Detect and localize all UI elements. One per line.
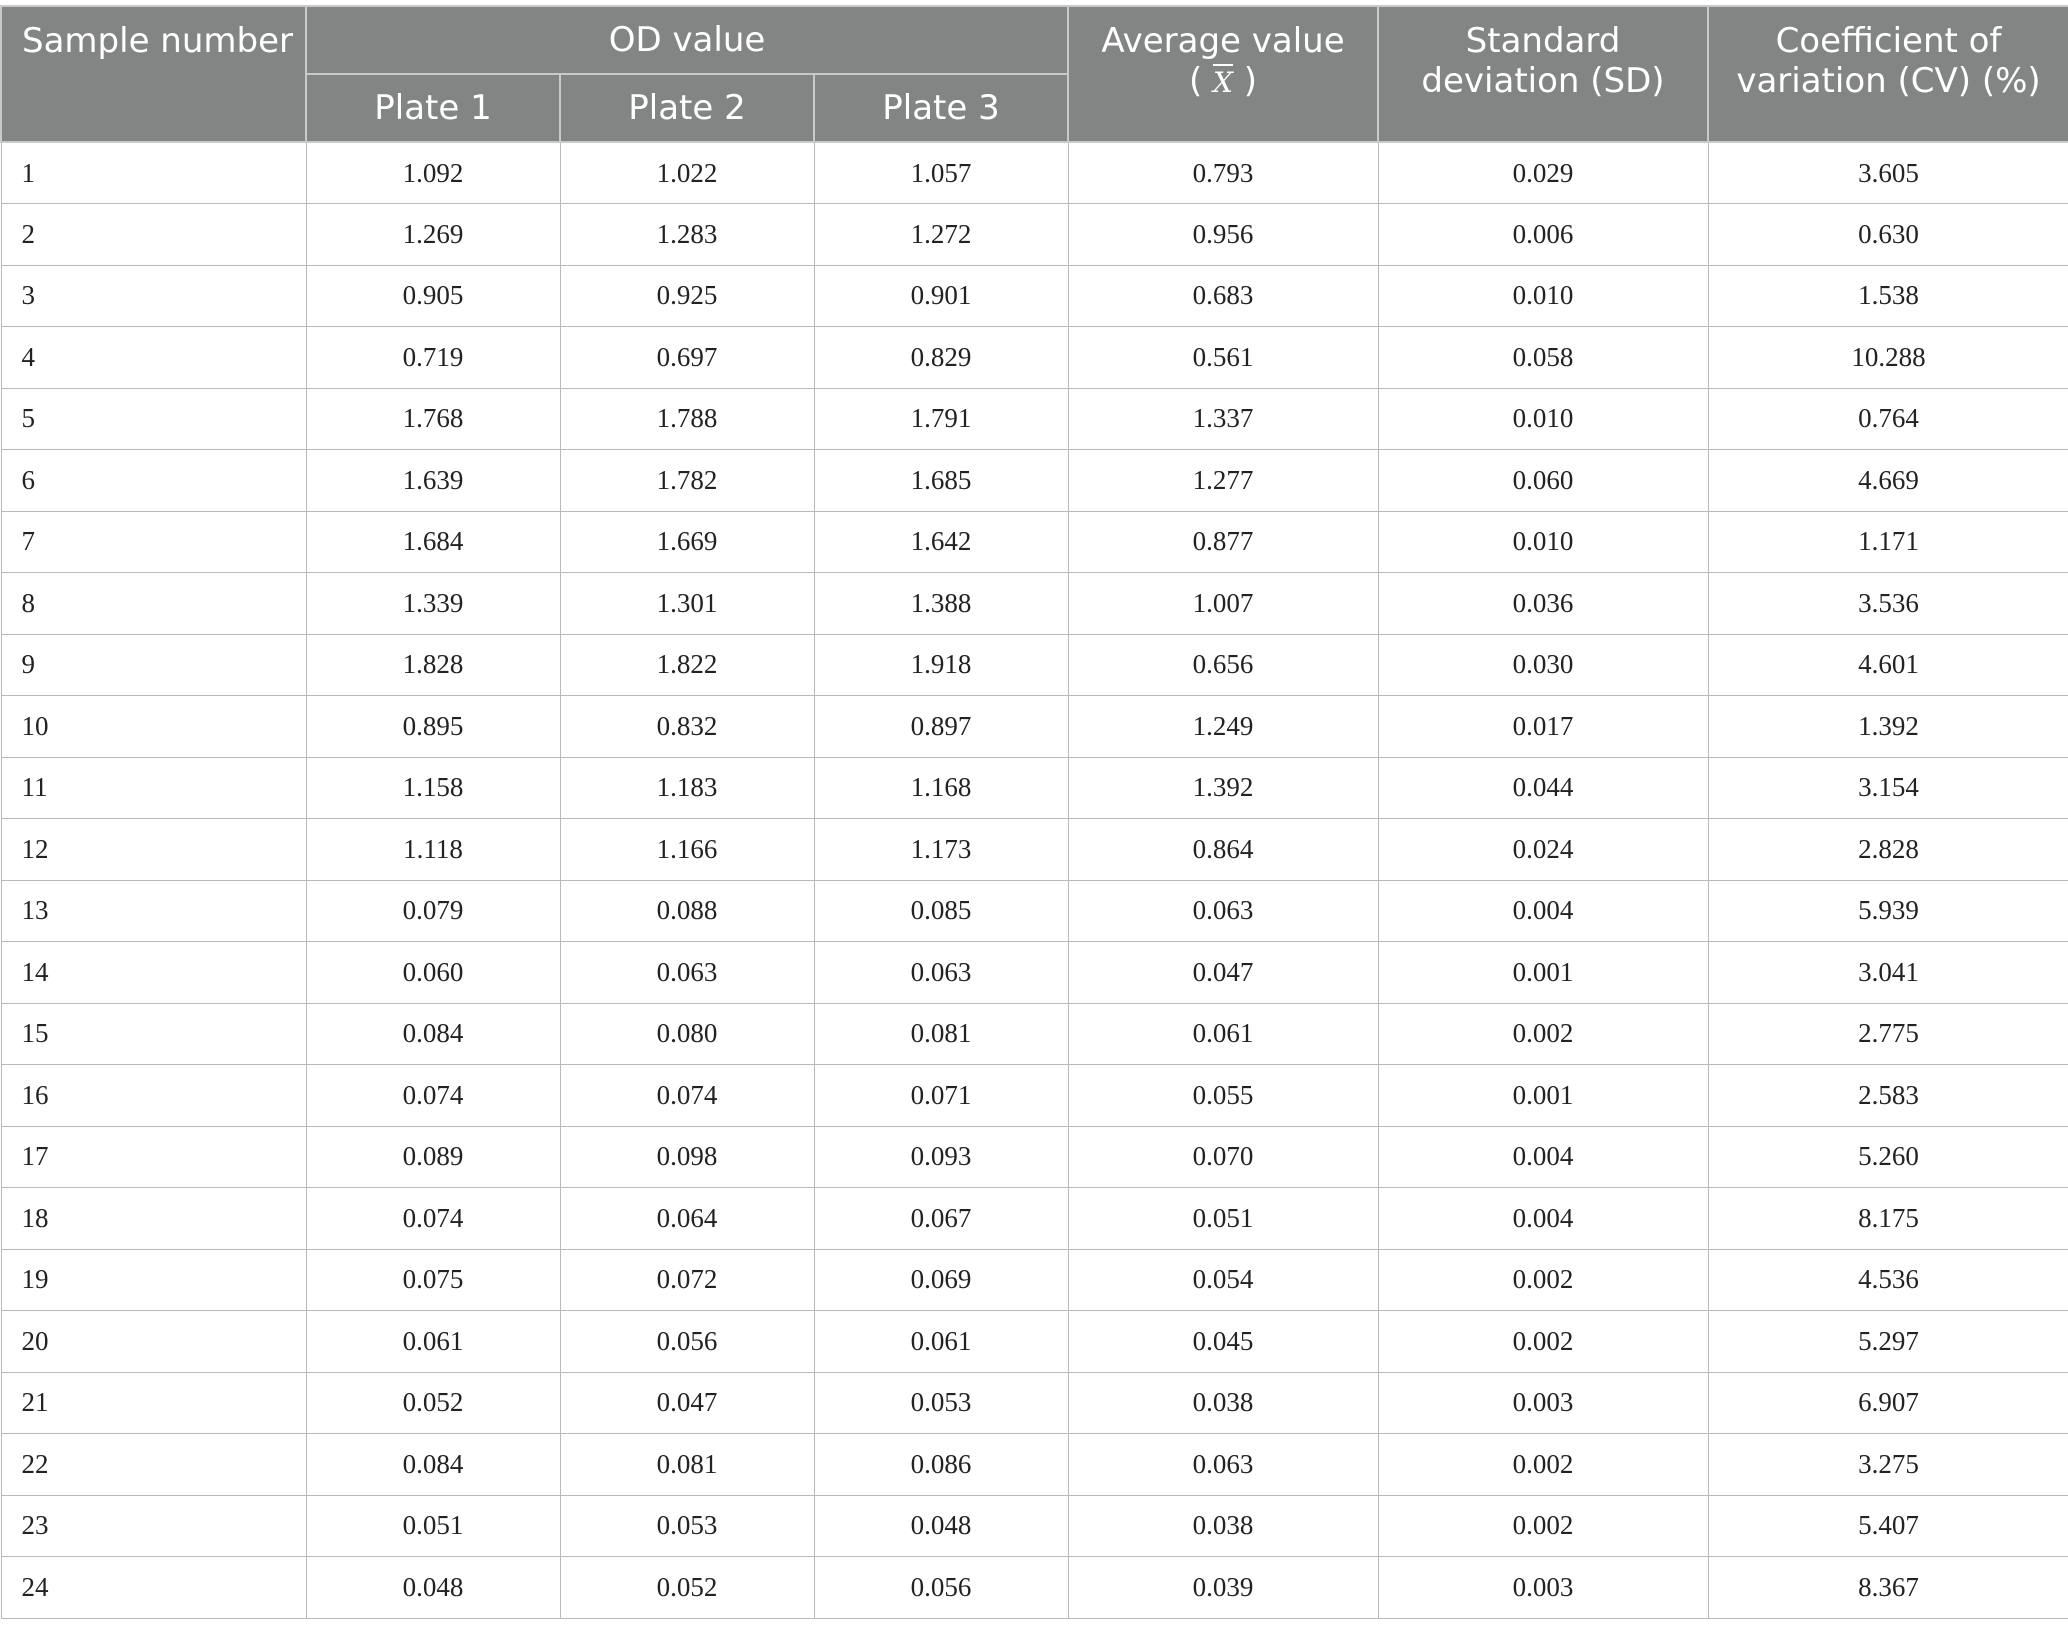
cell-plate-2: 0.072 xyxy=(560,1249,814,1311)
cell-plate-1: 1.339 xyxy=(306,573,560,635)
cell-standard-deviation: 0.003 xyxy=(1378,1372,1708,1434)
cell-plate-2: 1.183 xyxy=(560,757,814,819)
cell-plate-3: 0.086 xyxy=(814,1434,1068,1496)
cell-standard-deviation: 0.044 xyxy=(1378,757,1708,819)
cell-plate-2: 1.782 xyxy=(560,450,814,512)
cell-sample-number: 2 xyxy=(1,204,306,266)
cell-average-value: 0.055 xyxy=(1068,1065,1378,1127)
cell-average-value: 0.054 xyxy=(1068,1249,1378,1311)
cell-average-value: 0.956 xyxy=(1068,204,1378,266)
cell-sample-number: 17 xyxy=(1,1126,306,1188)
cell-coefficient-of-variation: 3.536 xyxy=(1708,573,2068,635)
cell-plate-3: 0.063 xyxy=(814,942,1068,1004)
header-plate-3: Plate 3 xyxy=(814,74,1068,142)
cell-sample-number: 12 xyxy=(1,819,306,881)
cell-coefficient-of-variation: 8.175 xyxy=(1708,1188,2068,1250)
cell-coefficient-of-variation: 5.297 xyxy=(1708,1311,2068,1373)
cell-standard-deviation: 0.003 xyxy=(1378,1557,1708,1619)
cell-plate-2: 1.166 xyxy=(560,819,814,881)
cell-sample-number: 24 xyxy=(1,1557,306,1619)
cell-coefficient-of-variation: 2.583 xyxy=(1708,1065,2068,1127)
cell-average-value: 0.063 xyxy=(1068,880,1378,942)
cell-average-value: 0.656 xyxy=(1068,634,1378,696)
cell-coefficient-of-variation: 5.939 xyxy=(1708,880,2068,942)
cell-average-value: 0.683 xyxy=(1068,265,1378,327)
table-row xyxy=(1,511,2068,573)
table-row xyxy=(1,1311,2068,1373)
cell-plate-1: 0.052 xyxy=(306,1372,560,1434)
cell-sample-number: 10 xyxy=(1,696,306,758)
cell-plate-1: 1.768 xyxy=(306,388,560,450)
cell-plate-2: 0.064 xyxy=(560,1188,814,1250)
cell-standard-deviation: 0.004 xyxy=(1378,1188,1708,1250)
data-table-container xyxy=(0,5,2068,1619)
header-plate-1: Plate 1 xyxy=(306,74,560,142)
cell-plate-2: 1.788 xyxy=(560,388,814,450)
cell-average-value: 0.038 xyxy=(1068,1495,1378,1557)
cell-average-value: 0.045 xyxy=(1068,1311,1378,1373)
cell-plate-2: 0.063 xyxy=(560,942,814,1004)
table-row xyxy=(1,1372,2068,1434)
table-row xyxy=(1,327,2068,389)
cell-plate-1: 1.639 xyxy=(306,450,560,512)
cell-sample-number: 19 xyxy=(1,1249,306,1311)
table-row xyxy=(1,1249,2068,1311)
cell-standard-deviation: 0.001 xyxy=(1378,1065,1708,1127)
table-row xyxy=(1,1557,2068,1619)
cell-plate-3: 1.642 xyxy=(814,511,1068,573)
cell-coefficient-of-variation: 0.764 xyxy=(1708,388,2068,450)
cell-coefficient-of-variation: 5.260 xyxy=(1708,1126,2068,1188)
cell-average-value: 0.561 xyxy=(1068,327,1378,389)
cell-plate-3: 1.173 xyxy=(814,819,1068,881)
cell-coefficient-of-variation: 3.605 xyxy=(1708,142,2068,204)
cell-coefficient-of-variation: 4.601 xyxy=(1708,634,2068,696)
cell-coefficient-of-variation: 3.041 xyxy=(1708,942,2068,1004)
cell-standard-deviation: 0.006 xyxy=(1378,204,1708,266)
table-row xyxy=(1,880,2068,942)
cell-plate-1: 0.089 xyxy=(306,1126,560,1188)
cell-sample-number: 13 xyxy=(1,880,306,942)
cell-standard-deviation: 0.002 xyxy=(1378,1311,1708,1373)
cell-coefficient-of-variation: 4.536 xyxy=(1708,1249,2068,1311)
cell-plate-3: 0.048 xyxy=(814,1495,1068,1557)
cell-plate-3: 1.918 xyxy=(814,634,1068,696)
cell-coefficient-of-variation: 3.275 xyxy=(1708,1434,2068,1496)
cell-coefficient-of-variation: 1.392 xyxy=(1708,696,2068,758)
header-standard-deviation: Standard deviation (SD) xyxy=(1378,6,1708,142)
cell-average-value: 0.793 xyxy=(1068,142,1378,204)
cell-plate-1: 0.905 xyxy=(306,265,560,327)
cell-sample-number: 11 xyxy=(1,757,306,819)
cell-standard-deviation: 0.010 xyxy=(1378,265,1708,327)
cell-coefficient-of-variation: 6.907 xyxy=(1708,1372,2068,1434)
cell-standard-deviation: 0.029 xyxy=(1378,142,1708,204)
table-row xyxy=(1,1003,2068,1065)
cell-plate-3: 0.093 xyxy=(814,1126,1068,1188)
header-average-close-paren: ) xyxy=(1243,61,1258,101)
cell-average-value: 0.070 xyxy=(1068,1126,1378,1188)
cell-plate-2: 0.088 xyxy=(560,880,814,942)
cell-average-value: 1.277 xyxy=(1068,450,1378,512)
cell-standard-deviation: 0.002 xyxy=(1378,1003,1708,1065)
cell-plate-3: 0.067 xyxy=(814,1188,1068,1250)
cell-standard-deviation: 0.060 xyxy=(1378,450,1708,512)
cell-plate-1: 0.061 xyxy=(306,1311,560,1373)
cell-plate-2: 0.925 xyxy=(560,265,814,327)
cell-plate-2: 0.052 xyxy=(560,1557,814,1619)
cell-plate-3: 0.053 xyxy=(814,1372,1068,1434)
header-average-symbol: $\overline{X}$ xyxy=(1213,66,1233,99)
cell-plate-2: 0.098 xyxy=(560,1126,814,1188)
cell-sample-number: 14 xyxy=(1,942,306,1004)
cell-sample-number: 21 xyxy=(1,1372,306,1434)
cell-plate-3: 0.829 xyxy=(814,327,1068,389)
cell-average-value: 0.877 xyxy=(1068,511,1378,573)
cell-sample-number: 8 xyxy=(1,573,306,635)
cell-sample-number: 23 xyxy=(1,1495,306,1557)
cell-plate-3: 1.272 xyxy=(814,204,1068,266)
cell-standard-deviation: 0.002 xyxy=(1378,1249,1708,1311)
cell-plate-2: 1.301 xyxy=(560,573,814,635)
cell-plate-2: 0.053 xyxy=(560,1495,814,1557)
cell-plate-3: 1.168 xyxy=(814,757,1068,819)
cell-sample-number: 5 xyxy=(1,388,306,450)
cell-average-value: 0.038 xyxy=(1068,1372,1378,1434)
table-row xyxy=(1,388,2068,450)
cell-plate-3: 0.085 xyxy=(814,880,1068,942)
cell-plate-1: 1.684 xyxy=(306,511,560,573)
cell-plate-1: 0.084 xyxy=(306,1434,560,1496)
header-plate-2: Plate 2 xyxy=(560,74,814,142)
table-row xyxy=(1,450,2068,512)
cell-plate-1: 0.074 xyxy=(306,1188,560,1250)
cell-sample-number: 15 xyxy=(1,1003,306,1065)
table-row xyxy=(1,1434,2068,1496)
cell-sample-number: 18 xyxy=(1,1188,306,1250)
cell-plate-3: 1.685 xyxy=(814,450,1068,512)
cell-sample-number: 22 xyxy=(1,1434,306,1496)
cell-coefficient-of-variation: 2.828 xyxy=(1708,819,2068,881)
od-value-table xyxy=(0,5,2068,1619)
header-average-value-label: Average value xyxy=(1101,21,1345,61)
cell-standard-deviation: 0.004 xyxy=(1378,1126,1708,1188)
cell-standard-deviation: 0.017 xyxy=(1378,696,1708,758)
cell-standard-deviation: 0.058 xyxy=(1378,327,1708,389)
table-row xyxy=(1,757,2068,819)
cell-coefficient-of-variation: 1.171 xyxy=(1708,511,2068,573)
cell-plate-3: 1.388 xyxy=(814,573,1068,635)
cell-plate-2: 0.074 xyxy=(560,1065,814,1127)
table-row xyxy=(1,819,2068,881)
table-row xyxy=(1,142,2068,204)
cell-plate-3: 1.057 xyxy=(814,142,1068,204)
cell-plate-3: 0.901 xyxy=(814,265,1068,327)
table-row xyxy=(1,1126,2068,1188)
cell-plate-2: 0.080 xyxy=(560,1003,814,1065)
cell-average-value: 0.864 xyxy=(1068,819,1378,881)
cell-plate-1: 0.074 xyxy=(306,1065,560,1127)
cell-standard-deviation: 0.030 xyxy=(1378,634,1708,696)
cell-coefficient-of-variation: 2.775 xyxy=(1708,1003,2068,1065)
cell-average-value: 0.061 xyxy=(1068,1003,1378,1065)
header-od-value: OD value xyxy=(306,6,1068,74)
cell-plate-2: 0.697 xyxy=(560,327,814,389)
cell-plate-2: 1.822 xyxy=(560,634,814,696)
cell-plate-2: 0.832 xyxy=(560,696,814,758)
cell-plate-1: 1.828 xyxy=(306,634,560,696)
cell-average-value: 1.249 xyxy=(1068,696,1378,758)
table-row xyxy=(1,634,2068,696)
cell-plate-2: 1.283 xyxy=(560,204,814,266)
cell-sample-number: 20 xyxy=(1,1311,306,1373)
table-row xyxy=(1,696,2068,758)
table-row xyxy=(1,1188,2068,1250)
cell-plate-3: 1.791 xyxy=(814,388,1068,450)
header-coefficient-of-variation: Coefficient of variation (CV) (%) xyxy=(1708,6,2068,142)
cell-plate-2: 1.669 xyxy=(560,511,814,573)
cell-plate-1: 0.895 xyxy=(306,696,560,758)
cell-plate-1: 1.158 xyxy=(306,757,560,819)
cell-plate-1: 0.079 xyxy=(306,880,560,942)
cell-plate-1: 0.051 xyxy=(306,1495,560,1557)
cell-average-value: 0.063 xyxy=(1068,1434,1378,1496)
table-row xyxy=(1,204,2068,266)
cell-coefficient-of-variation: 8.367 xyxy=(1708,1557,2068,1619)
cell-plate-2: 0.081 xyxy=(560,1434,814,1496)
table-body xyxy=(1,142,2068,1618)
cell-average-value: 1.392 xyxy=(1068,757,1378,819)
cell-standard-deviation: 0.010 xyxy=(1378,388,1708,450)
table-row xyxy=(1,1065,2068,1127)
cell-coefficient-of-variation: 0.630 xyxy=(1708,204,2068,266)
cell-sample-number: 7 xyxy=(1,511,306,573)
cell-plate-1: 0.060 xyxy=(306,942,560,1004)
cell-plate-1: 0.075 xyxy=(306,1249,560,1311)
cell-plate-2: 0.056 xyxy=(560,1311,814,1373)
cell-average-value: 0.051 xyxy=(1068,1188,1378,1250)
cell-standard-deviation: 0.004 xyxy=(1378,880,1708,942)
cell-standard-deviation: 0.036 xyxy=(1378,573,1708,635)
cell-average-value: 0.039 xyxy=(1068,1557,1378,1619)
table-row xyxy=(1,942,2068,1004)
cell-sample-number: 9 xyxy=(1,634,306,696)
table-header xyxy=(1,6,2068,142)
cell-average-value: 1.337 xyxy=(1068,388,1378,450)
header-average-open-paren: ( xyxy=(1188,61,1203,101)
cell-coefficient-of-variation: 10.288 xyxy=(1708,327,2068,389)
table-row xyxy=(1,265,2068,327)
cell-sample-number: 1 xyxy=(1,142,306,204)
cell-standard-deviation: 0.001 xyxy=(1378,942,1708,1004)
cell-plate-1: 0.048 xyxy=(306,1557,560,1619)
cell-sample-number: 6 xyxy=(1,450,306,512)
cell-plate-3: 0.056 xyxy=(814,1557,1068,1619)
cell-plate-1: 1.118 xyxy=(306,819,560,881)
cell-sample-number: 3 xyxy=(1,265,306,327)
cell-plate-3: 0.069 xyxy=(814,1249,1068,1311)
cell-sample-number: 4 xyxy=(1,327,306,389)
cell-plate-1: 1.092 xyxy=(306,142,560,204)
table-row xyxy=(1,1495,2068,1557)
cell-plate-1: 0.719 xyxy=(306,327,560,389)
cell-coefficient-of-variation: 4.669 xyxy=(1708,450,2068,512)
cell-standard-deviation: 0.024 xyxy=(1378,819,1708,881)
header-average-value xyxy=(1068,6,1378,142)
cell-sample-number: 16 xyxy=(1,1065,306,1127)
header-sample-number: Sample number xyxy=(1,6,306,142)
cell-standard-deviation: 0.010 xyxy=(1378,511,1708,573)
cell-plate-2: 1.022 xyxy=(560,142,814,204)
cell-plate-2: 0.047 xyxy=(560,1372,814,1434)
cell-standard-deviation: 0.002 xyxy=(1378,1434,1708,1496)
cell-plate-1: 0.084 xyxy=(306,1003,560,1065)
cell-coefficient-of-variation: 3.154 xyxy=(1708,757,2068,819)
cell-coefficient-of-variation: 5.407 xyxy=(1708,1495,2068,1557)
cell-plate-3: 0.071 xyxy=(814,1065,1068,1127)
cell-standard-deviation: 0.002 xyxy=(1378,1495,1708,1557)
cell-plate-1: 1.269 xyxy=(306,204,560,266)
cell-plate-3: 0.081 xyxy=(814,1003,1068,1065)
cell-average-value: 0.047 xyxy=(1068,942,1378,1004)
table-row xyxy=(1,573,2068,635)
cell-average-value: 1.007 xyxy=(1068,573,1378,635)
cell-coefficient-of-variation: 1.538 xyxy=(1708,265,2068,327)
cell-plate-3: 0.061 xyxy=(814,1311,1068,1373)
cell-plate-3: 0.897 xyxy=(814,696,1068,758)
